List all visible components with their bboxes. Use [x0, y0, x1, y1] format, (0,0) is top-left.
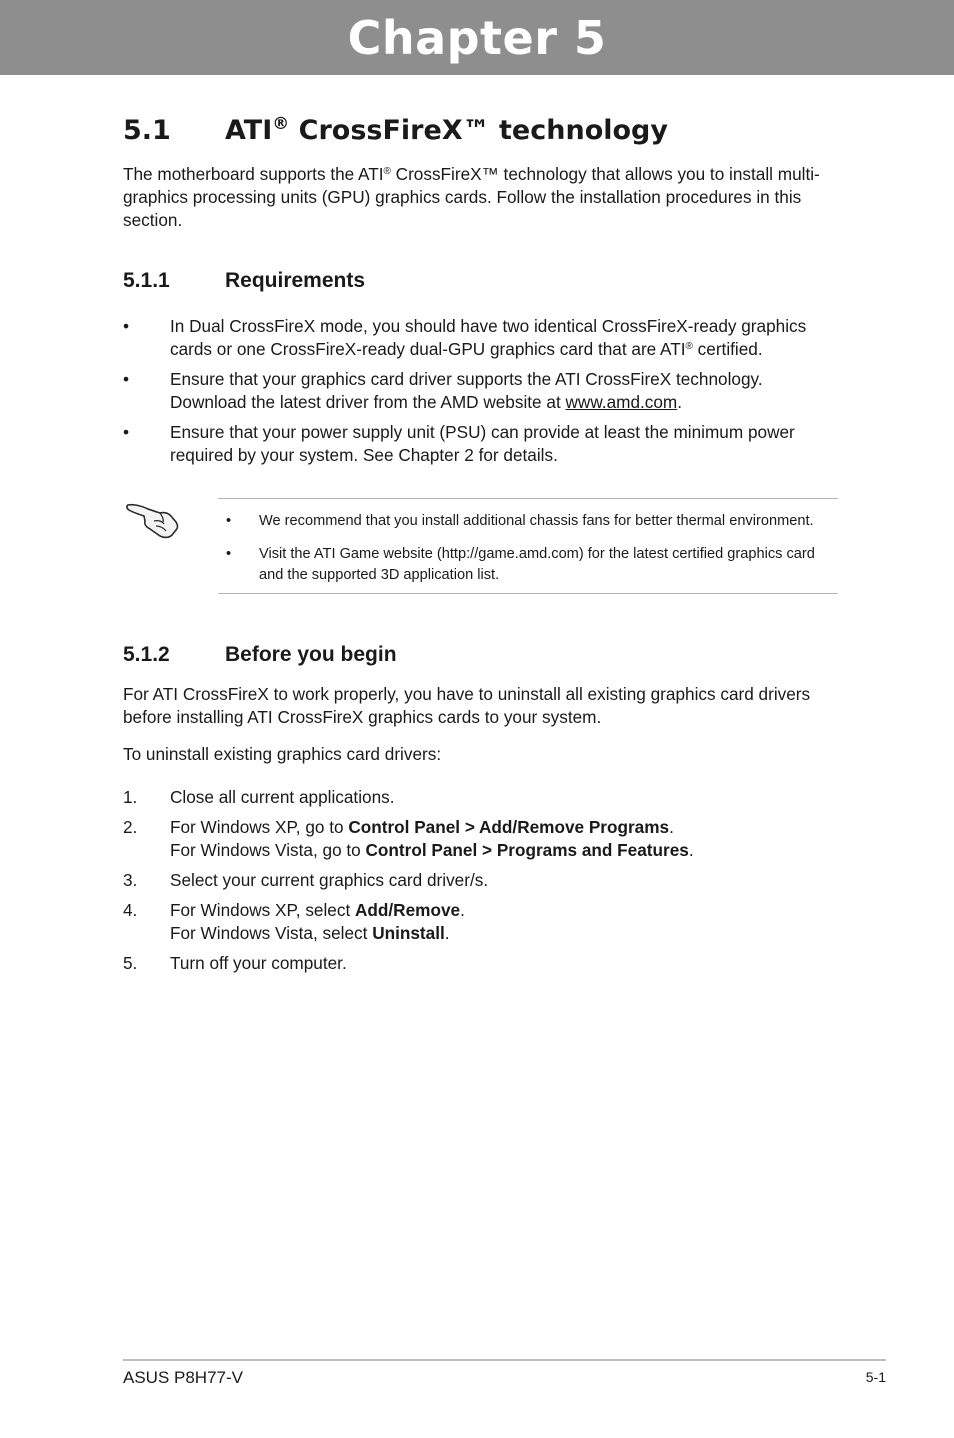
registered-mark: ® — [685, 341, 693, 352]
section-heading — [123, 114, 668, 146]
list-item — [123, 899, 833, 945]
amd-website-link[interactable]: www.amd.com — [565, 392, 678, 412]
step-text: . — [444, 923, 450, 943]
menu-path: Control Panel > Programs and Features — [365, 840, 689, 860]
list-item — [218, 511, 838, 532]
step-number: 3. — [123, 870, 138, 890]
requirements-heading — [123, 269, 365, 293]
section-number: 5.1 — [123, 115, 171, 146]
section-title-prefix: ATI — [225, 115, 273, 146]
step-text: For Windows Vista, select — [170, 923, 373, 943]
page-number: 5-1 — [865, 1369, 886, 1385]
list-item — [123, 786, 833, 809]
requirements-title: Requirements — [225, 269, 366, 292]
uninstall-steps — [123, 786, 833, 982]
intro-part1: The motherboard supports the ATI — [123, 164, 384, 184]
note-box — [218, 498, 838, 594]
list-item — [123, 368, 833, 414]
list-item — [218, 544, 838, 586]
bullet-marker: • — [226, 546, 232, 562]
pointing-hand-icon — [126, 498, 180, 540]
step-text: For Windows Vista, go to — [170, 840, 366, 860]
note-list — [218, 511, 838, 598]
list-item — [123, 315, 833, 361]
section-intro — [123, 163, 833, 232]
bullet-marker: • — [123, 316, 130, 336]
note-text: We recommend that you install additional chassis fans for better thermal environment. — [259, 513, 814, 529]
menu-path: Control Panel > Add/Remove Programs — [348, 817, 670, 837]
intro-part2: CrossFireX™ technology that allows you to install multi-graphics processing units (GPU) graphics cards. Follow the installation procedures in this section. — [123, 164, 820, 230]
step-number: 1. — [123, 787, 138, 807]
step-text: Close all current applications. — [170, 787, 395, 807]
step-number: 2. — [123, 817, 138, 837]
step-number: 5. — [123, 953, 138, 973]
chapter-banner — [0, 0, 954, 75]
intro-registered-mark: ® — [383, 166, 391, 177]
requirement-tail: . — [677, 392, 683, 412]
chapter-title: Chapter 5 — [347, 10, 607, 65]
registered-mark: ® — [272, 114, 290, 134]
requirements-number: 5.1.1 — [123, 269, 170, 292]
before-title: Before you begin — [225, 643, 397, 666]
section-title-suffix: CrossFireX™ technology — [289, 115, 668, 146]
note-text: Visit the ATI Game website (http://game.amd.com) for the latest certified graphics card and the supported 3D application list. — [259, 546, 815, 583]
requirements-list — [123, 315, 833, 474]
requirement-text: Ensure that your graphics card driver supports the ATI CrossFireX technology. Download the latest driver from the AMD website at — [170, 369, 763, 412]
command-name: Add/Remove — [355, 900, 461, 920]
step-text: Turn off your computer. — [170, 953, 347, 973]
bullet-marker: • — [123, 369, 130, 389]
step-text: For Windows XP, select — [170, 900, 355, 920]
step-text: . — [460, 900, 465, 920]
before-paragraph: For ATI CrossFireX to work properly, you have to uninstall all existing graphics card drivers before installing ATI CrossFireX graphics cards to your system. — [123, 684, 811, 727]
step-text: . — [669, 817, 674, 837]
before-number: 5.1.2 — [123, 643, 170, 666]
bullet-marker: • — [226, 513, 232, 529]
command-name: Uninstall — [372, 923, 445, 943]
step-text: Select your current graphics card driver/s. — [170, 870, 489, 890]
requirement-tail: certified. — [692, 339, 763, 359]
footer-product: ASUS P8H77-V — [123, 1368, 243, 1387]
list-item — [123, 869, 833, 892]
requirement-text: Ensure that your power supply unit (PSU) can provide at least the minimum power required by your system. See Chapter 2 for details. — [170, 422, 795, 465]
requirement-text: In Dual CrossFireX mode, you should have two identical CrossFireX-ready graphics cards or one CrossFireX-ready dual-GPU graphics card that are ATI — [170, 316, 807, 359]
step-number: 4. — [123, 900, 138, 920]
step-text: For Windows XP, go to — [170, 817, 349, 837]
list-item — [123, 816, 833, 862]
list-item — [123, 952, 833, 975]
step-text: . — [688, 840, 694, 860]
before-lead: To uninstall existing graphics card drivers: — [123, 744, 442, 764]
before-heading — [123, 643, 397, 667]
list-item — [123, 421, 833, 467]
bullet-marker: • — [123, 422, 130, 442]
footer-divider — [123, 1359, 886, 1361]
